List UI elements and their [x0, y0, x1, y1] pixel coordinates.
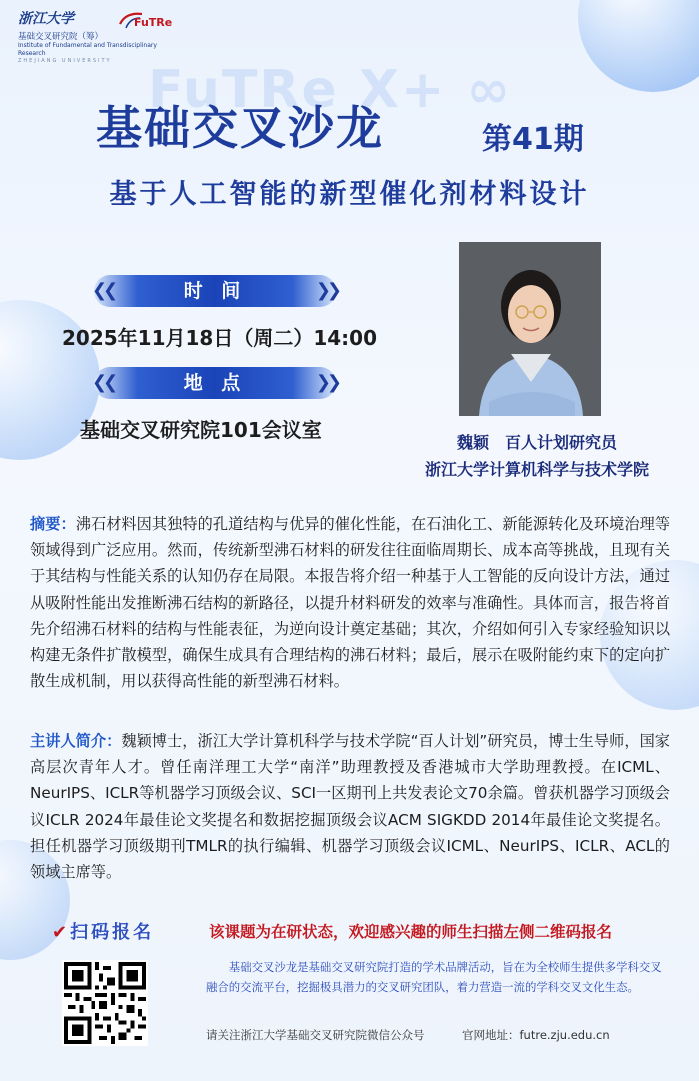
registration-notice: 该课题为在研状态，欢迎感兴趣的师生扫描左侧二维码报名 [209, 923, 613, 941]
decor-bubble-top-right [578, 0, 699, 92]
register-label: 扫码报名 [70, 922, 155, 943]
wechat-notice: 请关注浙江大学基础交叉研究院微信公众号 [206, 1028, 425, 1042]
chevron-left-icon: ❮❮ [92, 372, 115, 393]
salon-description: 基础交叉沙龙是基础交叉研究院打造的学术品牌活动，旨在为全校师生提供多学科交叉融合的交流平台，挖掘极具潜力的交叉研究团队，着力营造一流的学科交叉文化生态。 [206, 960, 662, 994]
time-label-pill [94, 275, 336, 307]
watermark: FuTRe X+ ∞ [148, 60, 512, 120]
page-title: 基础交叉沙龙 [96, 101, 384, 155]
institute-name-cn: 基础交叉研究院（筹） [18, 32, 104, 42]
futre-logo [116, 10, 186, 34]
bio-label: 主讲人简介： [30, 732, 122, 750]
website-link[interactable]: 官网地址：futre.zju.edu.cn [462, 1028, 610, 1042]
time-label: 时 间 [183, 280, 247, 302]
speaker-portrait-image [459, 242, 601, 416]
abstract-text: 沸石材料因其独特的孔道结构与优异的催化性能，在石油化工、新能源转化及环境治理等领域得到广泛应用。然而，传统新型沸石材料的研发往往面临周期长、成本高等挑战，且现有关于其结构与性能关系的认知仍存在局限。本报告将介绍一种基于人工智能的反向设计方法，通过从吸附性能出发推断沸石结构的新路径，以提升材料研发的效率与准确性。具体而言，报告将首先介绍沸石材料的结构与性能表征，为逆向设计奠定基础；其次，介绍如何引入专家经验知识以构建无条件扩散模型，确保生成具有合理结构的沸石材料；最后，展示在吸附能约束下的定向扩散生成机制，用以获得高性能的新型沸石材料。 [30, 515, 671, 691]
speaker-photo [459, 242, 601, 416]
chevron-right-icon: ❯❯ [315, 280, 338, 301]
location-label: 地 点 [183, 372, 247, 394]
location-value: 基础交叉研究院101会议室 [80, 418, 322, 442]
institute-name-en: Institute of Fundamental and Transdisciplinary Research [18, 42, 157, 57]
speaker-affiliation: 浙江大学计算机科学与技术学院 [424, 460, 649, 479]
bio-section [30, 728, 670, 885]
registration-qr-code[interactable] [62, 960, 148, 1046]
check-icon: ✔ [52, 922, 71, 943]
issue-number: 第41期 [482, 122, 584, 157]
bio-text: 魏颖博士，浙江大学计算机科学与技术学院“百人计划”研究员，博士生导师，国家高层次青年人才。曾任南洋理工大学“南洋”助理教授及香港城市大学助理教授。在ICML、NeurIPS、ICLR等机器学习顶级会议、SCI一区期刊上共发表论文70余篇。曾获机器学习顶级会议ICLR 2024年最佳论文奖提名和数据挖掘顶级会议ACM SIGKDD 2014年最佳论文奖提名。担任机器学习顶级期刊TMLR的执行编辑、机器学习顶级会议ICML、NeurIPS、ICLR、ACL的领域主席等。 [30, 732, 670, 882]
qr-code-icon [64, 962, 146, 1044]
abstract-label: 摘要： [30, 515, 76, 533]
location-label-pill [94, 367, 336, 399]
chevron-left-icon: ❮❮ [92, 280, 115, 301]
futre-logo-text: FuTRe [134, 16, 173, 29]
abstract-section [30, 511, 670, 694]
time-value: 2025年11月18日（周二）14:00 [62, 326, 377, 350]
register-heading [52, 918, 154, 944]
university-name-en: ZHEJIANG UNIVERSITY [18, 58, 112, 64]
chevron-right-icon: ❯❯ [315, 372, 338, 393]
university-name-cn: 浙江大学 [18, 11, 74, 27]
speaker-name-title: 魏颖 百人计划研究员 [456, 433, 617, 452]
talk-title: 基于人工智能的新型催化剂材料设计 [109, 179, 590, 210]
